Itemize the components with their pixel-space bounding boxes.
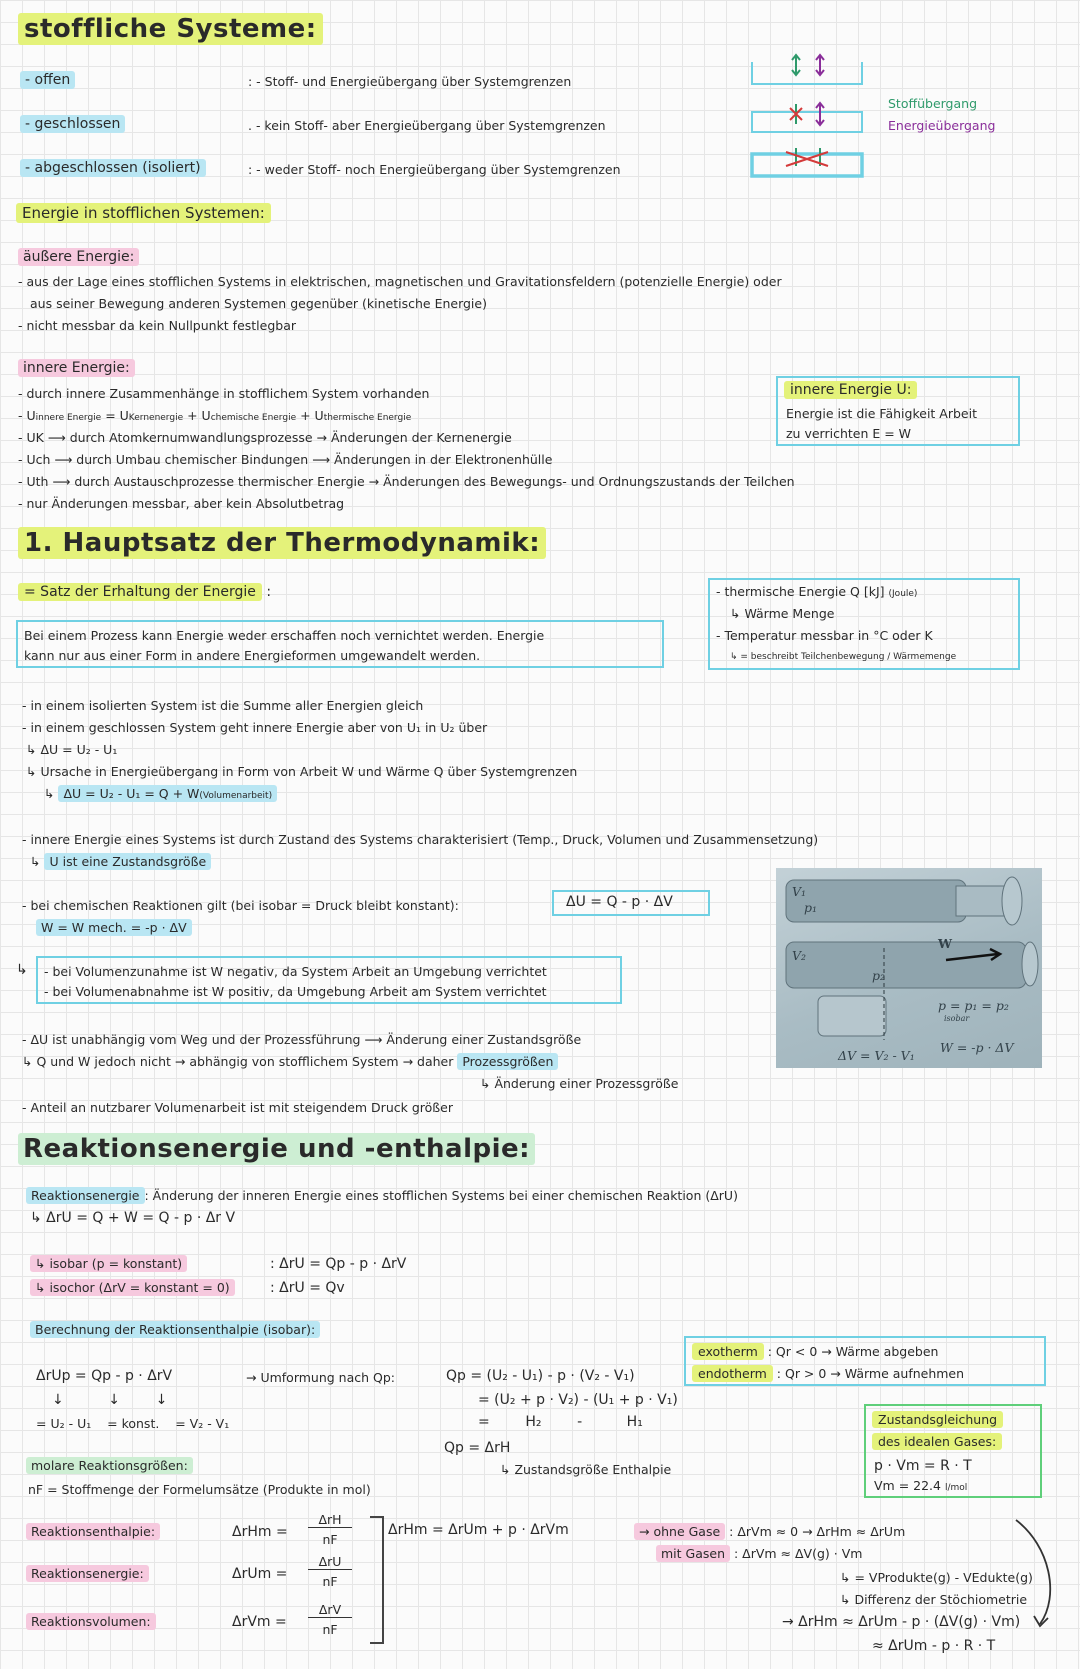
system-offen-desc: : - Stoff- und Energieübergang über Systemgrenzen — [248, 74, 572, 89]
legend-energieuebergang: Energieübergang — [888, 118, 996, 133]
definition-box-line-2: zu verrichten E = W — [786, 426, 912, 441]
hauptsatz-line-13: ↳ Änderung einer Prozessgröße — [480, 1076, 679, 1091]
rh-denominator: nF — [322, 1532, 338, 1547]
isochor-label: ↳ isochor (ΔrV = konstant = 0) — [30, 1279, 235, 1296]
fig-v2: V₂ — [792, 948, 807, 963]
zustandsgleichung-title-2: des idealen Gases: — [872, 1433, 1002, 1450]
reaktionsenergie-definition: Reaktionsenergie : Änderung der inneren Energie eines stofflichen Systems bei einer chemischen Reaktion (ΔrU) — [26, 1188, 738, 1203]
piston-figure — [776, 868, 1042, 1068]
rv-numerator: ΔrV — [308, 1602, 352, 1618]
hauptsatz-line-9: W = W mech. = -p · ΔV — [36, 919, 192, 936]
hauptsatz-line-4: ↳ Ursache in Energieübergang in Form von Arbeit W und Wärme Q über Systemgrenzen — [26, 764, 578, 779]
innere-line-6: - nur Änderungen messbar, aber kein Absolutbetrag — [18, 496, 345, 511]
definition-box-title: innere Energie U: — [784, 381, 917, 399]
umformung-label: → Umformung nach Qp: — [246, 1370, 396, 1385]
hauptsatz-line-5: ↳ ΔU = U₂ - U₁ = Q + W(Volumenarbeit) — [44, 786, 277, 801]
aeussere-energie-title: äußere Energie: — [18, 248, 139, 266]
mit-gasen-line-3: ↳ Differenz der Stöchiometrie — [840, 1592, 1028, 1607]
system-abgeschlossen-desc: : - weder Stoff- noch Energieübergang über Systemgrenzen — [248, 162, 621, 177]
section-title-reaktionsenergie: Reaktionsenergie und -enthalpie: — [18, 1133, 535, 1165]
endotherm-line: endotherm : Qr > 0 → Wärme aufnehmen — [692, 1366, 964, 1381]
berechnung-arrows: ↓ ↓ ↓ — [52, 1392, 168, 1408]
thermische-energie-line-4: ↳ = beschreibt Teilchenbewegung / Wärmemenge — [730, 652, 957, 662]
hauptsatz-line-3: ↳ ΔU = U₂ - U₁ — [26, 742, 118, 757]
fig-w-eq: W = -p · ΔV — [940, 1040, 1014, 1055]
final-equation-2: ≈ ΔrUm - p · R · T — [872, 1638, 996, 1654]
system-offen-label: - offen — [20, 71, 75, 89]
hauptsatz-line-11: - ΔU ist unabhängig vom Weg und der Prozessführung ⟶ Änderung einer Zustandsgröße — [22, 1032, 582, 1047]
energie-arrow-icon — [816, 55, 824, 75]
system-boundary-diagram — [744, 48, 870, 184]
rh-numerator: ΔrH — [308, 1512, 352, 1528]
innere-line-3: - UK ⟶ durch Atomkernumwandlungsprozesse → Änderungen der Kernenergie — [18, 430, 512, 445]
system-geschlossen-desc: . - kein Stoff- aber Energieübergang über Systemgrenzen — [248, 118, 606, 133]
isobar-label: ↳ isobar (p = konstant) — [30, 1255, 187, 1272]
fig-delta-v: ΔV = V₂ - V₁ — [838, 1048, 915, 1063]
ru-numerator: ΔrU — [308, 1554, 352, 1570]
definition-box-line-1: Energie ist die Fähigkeit Arbeit — [786, 406, 977, 421]
fig-w: W — [938, 936, 953, 951]
fig-isobar: isobar — [944, 1014, 970, 1023]
qp-line-5: ↳ Zustandsgröße Enthalpie — [500, 1462, 672, 1477]
aeussere-line-1: - aus der Lage eines stofflichen Systems in elektrischen, magnetischen und Gravitationsfeldern (potenzielle Energie) oder — [18, 274, 782, 289]
system-abgeschlossen-label: - abgeschlossen (isoliert) — [20, 159, 206, 177]
thermische-energie-line-3: - Temperatur messbar in °C oder K — [716, 628, 933, 643]
ohne-gase-line: → ohne Gase : ΔrVm ≈ 0 → ΔrHm ≈ ΔrUm — [634, 1524, 905, 1539]
hauptsatz-line-6: - innere Energie eines Systems ist durch Zustand des Systems charakterisiert (Temp., Druck, Volumen und Zusammensetzung) — [22, 832, 819, 847]
grouping-brace — [370, 1516, 384, 1644]
legend-stoffuebergang: Stoffübergang — [888, 96, 978, 111]
hauptsatz-line-10-arrow: ↳ — [16, 962, 28, 978]
qp-line-1: Qp = (U₂ - U₁) - p · (V₂ - V₁) — [446, 1368, 635, 1384]
qp-line-2: = (U₂ + p · V₂) - (U₁ + p · V₁) — [478, 1392, 678, 1408]
hauptsatz-line-14: - Anteil an nutzbarer Volumenarbeit ist mit steigendem Druck größer — [22, 1100, 453, 1115]
delta-u-formula: ΔU = Q - p · ΔV — [566, 894, 673, 910]
berechnung-title: Berechnung der Reaktionsenthalpie (isobar): — [30, 1321, 320, 1338]
hauptsatz-statement-line-2: kann nur aus einer Form in andere Energieformen umgewandelt werden. — [24, 648, 481, 663]
innere-line-5: - Uth ⟶ durch Austauschprozesse thermischer Energie → Änderungen des Bewegungs- und Ordnungszustands der Teilchen — [18, 474, 795, 489]
qp-line-4: Qp = ΔrH — [444, 1440, 511, 1456]
volumenarbeit-line-2: - bei Volumenabnahme ist W positiv, da Umgebung Arbeit am System verrichtet — [44, 984, 547, 999]
qp-line-3: = H₂ - H₁ — [478, 1414, 643, 1430]
hauptsatz-subtitle: = Satz der Erhaltung der Energie — [18, 583, 262, 601]
fig-v1: V₁ — [792, 884, 807, 899]
ru-equation: ΔrUm = — [232, 1566, 288, 1582]
hauptsatz-line-1: - in einem isolierten System ist die Summe aller Energien gleich — [22, 698, 424, 713]
aeussere-line-3: - nicht messbar da kein Nullpunkt festlegbar — [18, 318, 297, 333]
zustandsgleichung-line-1: p · Vm = R · T — [874, 1458, 972, 1474]
system-geschlossen-label: - geschlossen — [20, 115, 125, 133]
isobar-equation: : ΔrU = Qp - p · ΔrV — [270, 1256, 407, 1272]
fig-p1: p₁ — [804, 900, 818, 915]
zustandsgleichung-title-1: Zustandsgleichung — [872, 1411, 1003, 1428]
thermische-energie-line-2: ↳ Wärme Menge — [730, 606, 835, 621]
isochor-equation: : ΔrU = Qv — [270, 1280, 345, 1296]
hauptsatz-statement-line-1: Bei einem Prozess kann Energie weder erschaffen noch vernichtet werden. Energie — [24, 628, 545, 643]
section-title-hauptsatz: 1. Hauptsatz der Thermodynamik: — [18, 527, 546, 559]
innere-line-4: - Uch ⟶ durch Umbau chemischer Bindungen ⟶ Änderungen in der Elektronenhülle — [18, 452, 553, 467]
curved-arrow-icon — [1010, 1516, 1066, 1632]
innere-line-2: - Uinnere Energie = UKernenergie + Uchemische Energie + Uthermische Energie — [18, 408, 412, 423]
berechnung-substitution: = U₂ - U₁ = konst. = V₂ - V₁ — [36, 1416, 230, 1431]
innere-energie-title: innere Energie: — [18, 359, 135, 377]
zustandsgleichung-line-2: Vm = 22.4 l/mol — [874, 1478, 968, 1493]
rh-equation: ΔrHm = — [232, 1524, 288, 1540]
hauptsatz-line-7: ↳ U ist eine Zustandsgröße — [30, 854, 211, 869]
molare-groessen-title: molare Reaktionsgrößen: — [26, 1457, 193, 1474]
fig-p-equal: p = p₁ = p₂ — [938, 998, 1009, 1013]
hauptsatz-line-2: - in einem geschlossen System geht innere Energie aber von U₁ in U₂ über — [22, 720, 488, 735]
hauptsatz-line-12: ↳ Q und W jedoch nicht → abhängig von stofflichem System → daher Prozessgrößen — [22, 1054, 558, 1069]
reaktionsenergie-molar-label: Reaktionsenergie: — [26, 1565, 149, 1582]
stoff-arrow-icon — [792, 55, 800, 75]
aeussere-line-2: aus seiner Bewegung anderen Systemen gegenüber (kinetische Energie) — [30, 296, 487, 311]
rv-equation: ΔrVm = — [232, 1614, 287, 1630]
final-equation-1: → ΔrHm ≈ ΔrUm - p · (ΔV(g) · Vm) — [782, 1614, 1021, 1630]
hauptsatz-line-8: - bei chemischen Reaktionen gilt (bei isobar = Druck bleibt konstant): — [22, 898, 459, 913]
reaktionsenergie-equation: ↳ ΔrU = Q + W = Q - p · Δr V — [30, 1210, 236, 1226]
main-molar-equation: ΔrHm = ΔrUm + p · ΔrVm — [388, 1522, 569, 1538]
fig-p2: p₂ — [872, 968, 886, 983]
section-title-stoffliche-systeme: stoffliche Systeme: — [18, 13, 323, 45]
thermische-energie-line-1: - thermische Energie Q [kJ] (Joule) — [716, 584, 918, 599]
innere-line-1: - durch innere Zusammenhänge in stofflichem System vorhanden — [18, 386, 430, 401]
berechnung-equation: ΔrUp = Qp - p · ΔrV — [36, 1368, 173, 1384]
ru-denominator: nF — [322, 1574, 338, 1589]
reaktionsenthalpie-label: Reaktionsenthalpie: — [26, 1523, 160, 1540]
reaktionsvolumen-label: Reaktionsvolumen: — [26, 1613, 156, 1630]
exotherm-line: exotherm : Qr < 0 → Wärme abgeben — [692, 1344, 938, 1359]
volumenarbeit-line-1: - bei Volumenzunahme ist W negativ, da System Arbeit an Umgebung verrichtet — [44, 964, 547, 979]
rv-denominator: nF — [322, 1622, 338, 1637]
nf-definition: nF = Stoffmenge der Formelumsätze (Produkte in mol) — [28, 1482, 371, 1497]
mit-gasen-line-2: ↳ = VProdukte(g) - VEdukte(g) — [840, 1570, 1033, 1585]
mit-gasen-line: mit Gasen : ΔrVm ≈ ΔV(g) · Vm — [656, 1546, 862, 1561]
subtitle-energie-systeme: Energie in stofflichen Systemen: — [16, 203, 271, 223]
